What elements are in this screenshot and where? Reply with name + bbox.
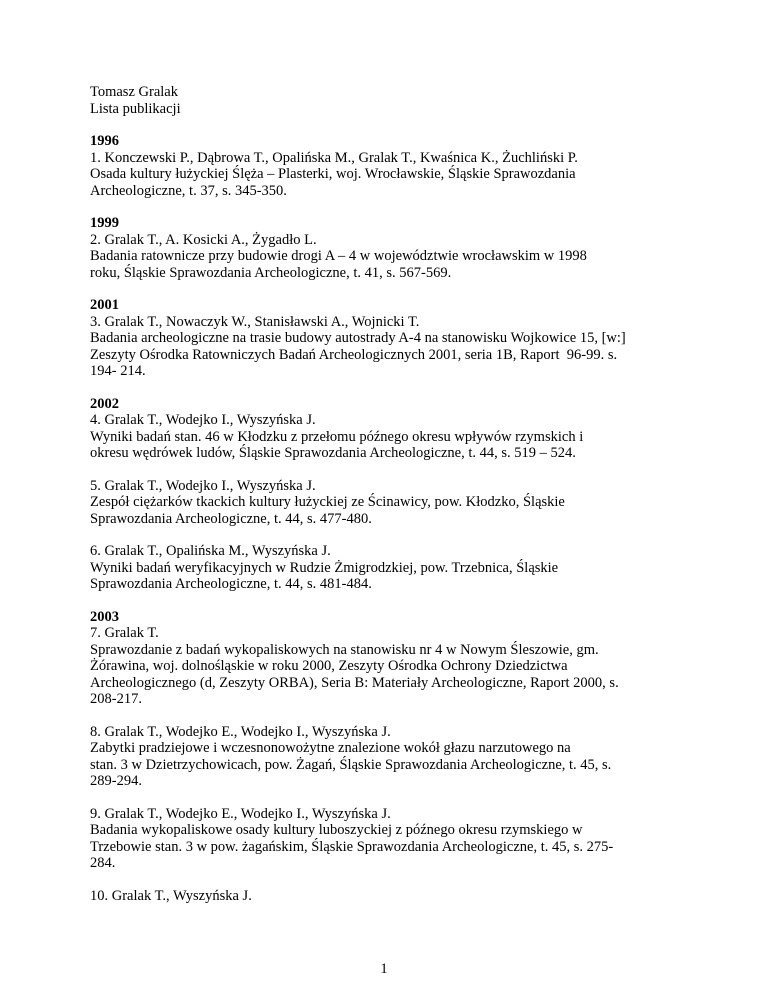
- entry-line: Trzebowie stan. 3 w pow. żagańskim, Śląskie Sprawozdania Archeologiczne, t. 45, s. 275-: [90, 838, 614, 855]
- author-name: Tomasz Gralak: [90, 84, 178, 100]
- entry-line: Sprawozdania Archeologiczne, t. 44, s. 477-480.: [90, 510, 372, 527]
- document-subtitle: Lista publikacji: [90, 100, 181, 117]
- publication-entry: [90, 625, 690, 708]
- entry-line: Osada kultury łużyckiej Ślęża – Plasterki, woj. Wrocławskie, Śląskie Sprawozdania: [90, 166, 576, 182]
- publication-entry: [90, 806, 690, 872]
- entry-line: Wyniki badań weryfikacyjnych w Rudzie Żmigrodzkiej, pow. Trzebnica, Śląskie: [90, 559, 559, 576]
- entry-line: Sprawozdania Archeologiczne, t. 44, s. 481-484.: [90, 576, 372, 592]
- publication-entry: [90, 232, 690, 282]
- entry-line: Zespół ciężarków tkackich kultury łużyckiej ze Ścinawicy, pow. Kłodzko, Śląskie: [90, 494, 565, 510]
- entry-line: Zabytki pradziejowe i wczesnonowożytne znalezione wokół głazu narzutowego na: [90, 740, 571, 756]
- entry-line: okresu wędrówek ludów, Śląskie Sprawozdania Archeologiczne, t. 44, s. 519 – 524.: [90, 445, 576, 461]
- publication-entry: [90, 412, 690, 462]
- entry-line: 7. Gralak T.: [90, 625, 159, 641]
- entry-line: Badania wykopaliskowe osady kultury luboszyckiej z późnego okresu rzymskiego w: [90, 822, 583, 838]
- entry-line: Badania ratownicze przy budowie drogi A – 4 w województwie wrocławskim w 1998: [90, 248, 587, 264]
- publication-entry: [90, 724, 690, 790]
- document-header: [90, 84, 690, 117]
- entry-line: Badania archeologiczne na trasie budowy autostrady A-4 na stanowisku Wojkowice 15, [w:]: [90, 330, 626, 346]
- publication-entry: [90, 478, 690, 528]
- entry-line: 2. Gralak T., A. Kosicki A., Żygadło L.: [90, 231, 317, 248]
- entry-line: 8. Gralak T., Wodejko E., Wodejko I., Wyszyńska J.: [90, 723, 391, 740]
- entry-line: Archeologicznego (d, Zeszyty ORBA), Seria B: Materiały Archeologiczne, Raport 2000, s.: [90, 674, 619, 691]
- entry-line: Archeologiczne, t. 37, s. 345-350.: [90, 182, 287, 199]
- entry-line: 9. Gralak T., Wodejko E., Wodejko I., Wyszyńska J.: [90, 805, 391, 822]
- document-page: [90, 84, 690, 920]
- entry-line: Wyniki badań stan. 46 w Kłodzku z przełomu późnego okresu wpływów rzymskich i: [90, 428, 584, 445]
- year-heading: 1999: [90, 215, 119, 231]
- entry-line: 6. Gralak T., Opalińska M., Wyszyńska J.: [90, 543, 331, 559]
- entry-line: 4. Gralak T., Wodejko I., Wyszyńska J.: [90, 412, 316, 428]
- publication-entry: [90, 543, 690, 593]
- entry-line: stan. 3 w Dzietrzychowicach, pow. Żagań, Śląskie Sprawozdania Archeologiczne, t. 45, s.: [90, 756, 612, 773]
- entry-line: 5. Gralak T., Wodejko I., Wyszyńska J.: [90, 477, 316, 494]
- entry-line: roku, Śląskie Sprawozdania Archeologiczne, t. 41, s. 567-569.: [90, 264, 452, 281]
- entry-line: Sprawozdanie z badań wykopaliskowych na stanowisku nr 4 w Nowym Śleszowie, gm.: [90, 641, 599, 658]
- entry-line: Zeszyty Ośrodka Ratowniczych Badań Archeologicznych 2001, seria 1B, Raport 96-99. s.: [90, 346, 618, 363]
- entry-line: 208-217.: [90, 691, 142, 707]
- entry-line: 3. Gralak T., Nowaczyk W., Stanisławski A., Wojnicki T.: [90, 313, 420, 330]
- entry-line: 284.: [90, 855, 116, 871]
- entry-line: 1. Konczewski P., Dąbrowa T., Opalińska M., Gralak T., Kwaśnica K., Żuchliński P.: [90, 149, 578, 166]
- publication-list: [90, 133, 690, 904]
- year-heading: 1996: [90, 133, 119, 149]
- year-heading: 2001: [90, 297, 119, 313]
- publication-entry: [90, 888, 690, 905]
- entry-line: 10. Gralak T., Wyszyńska J.: [90, 887, 252, 904]
- page-number: 1: [380, 961, 388, 977]
- publication-entry: [90, 150, 690, 200]
- entry-line: 194- 214.: [90, 363, 146, 379]
- publication-entry: [90, 314, 690, 380]
- entry-line: 289-294.: [90, 773, 142, 789]
- year-heading: 2002: [90, 395, 119, 412]
- year-heading: 2003: [90, 608, 119, 625]
- entry-line: Żórawina, woj. dolnośląskie w roku 2000, Zeszyty Ośrodka Ochrony Dziedzictwa: [90, 658, 568, 674]
